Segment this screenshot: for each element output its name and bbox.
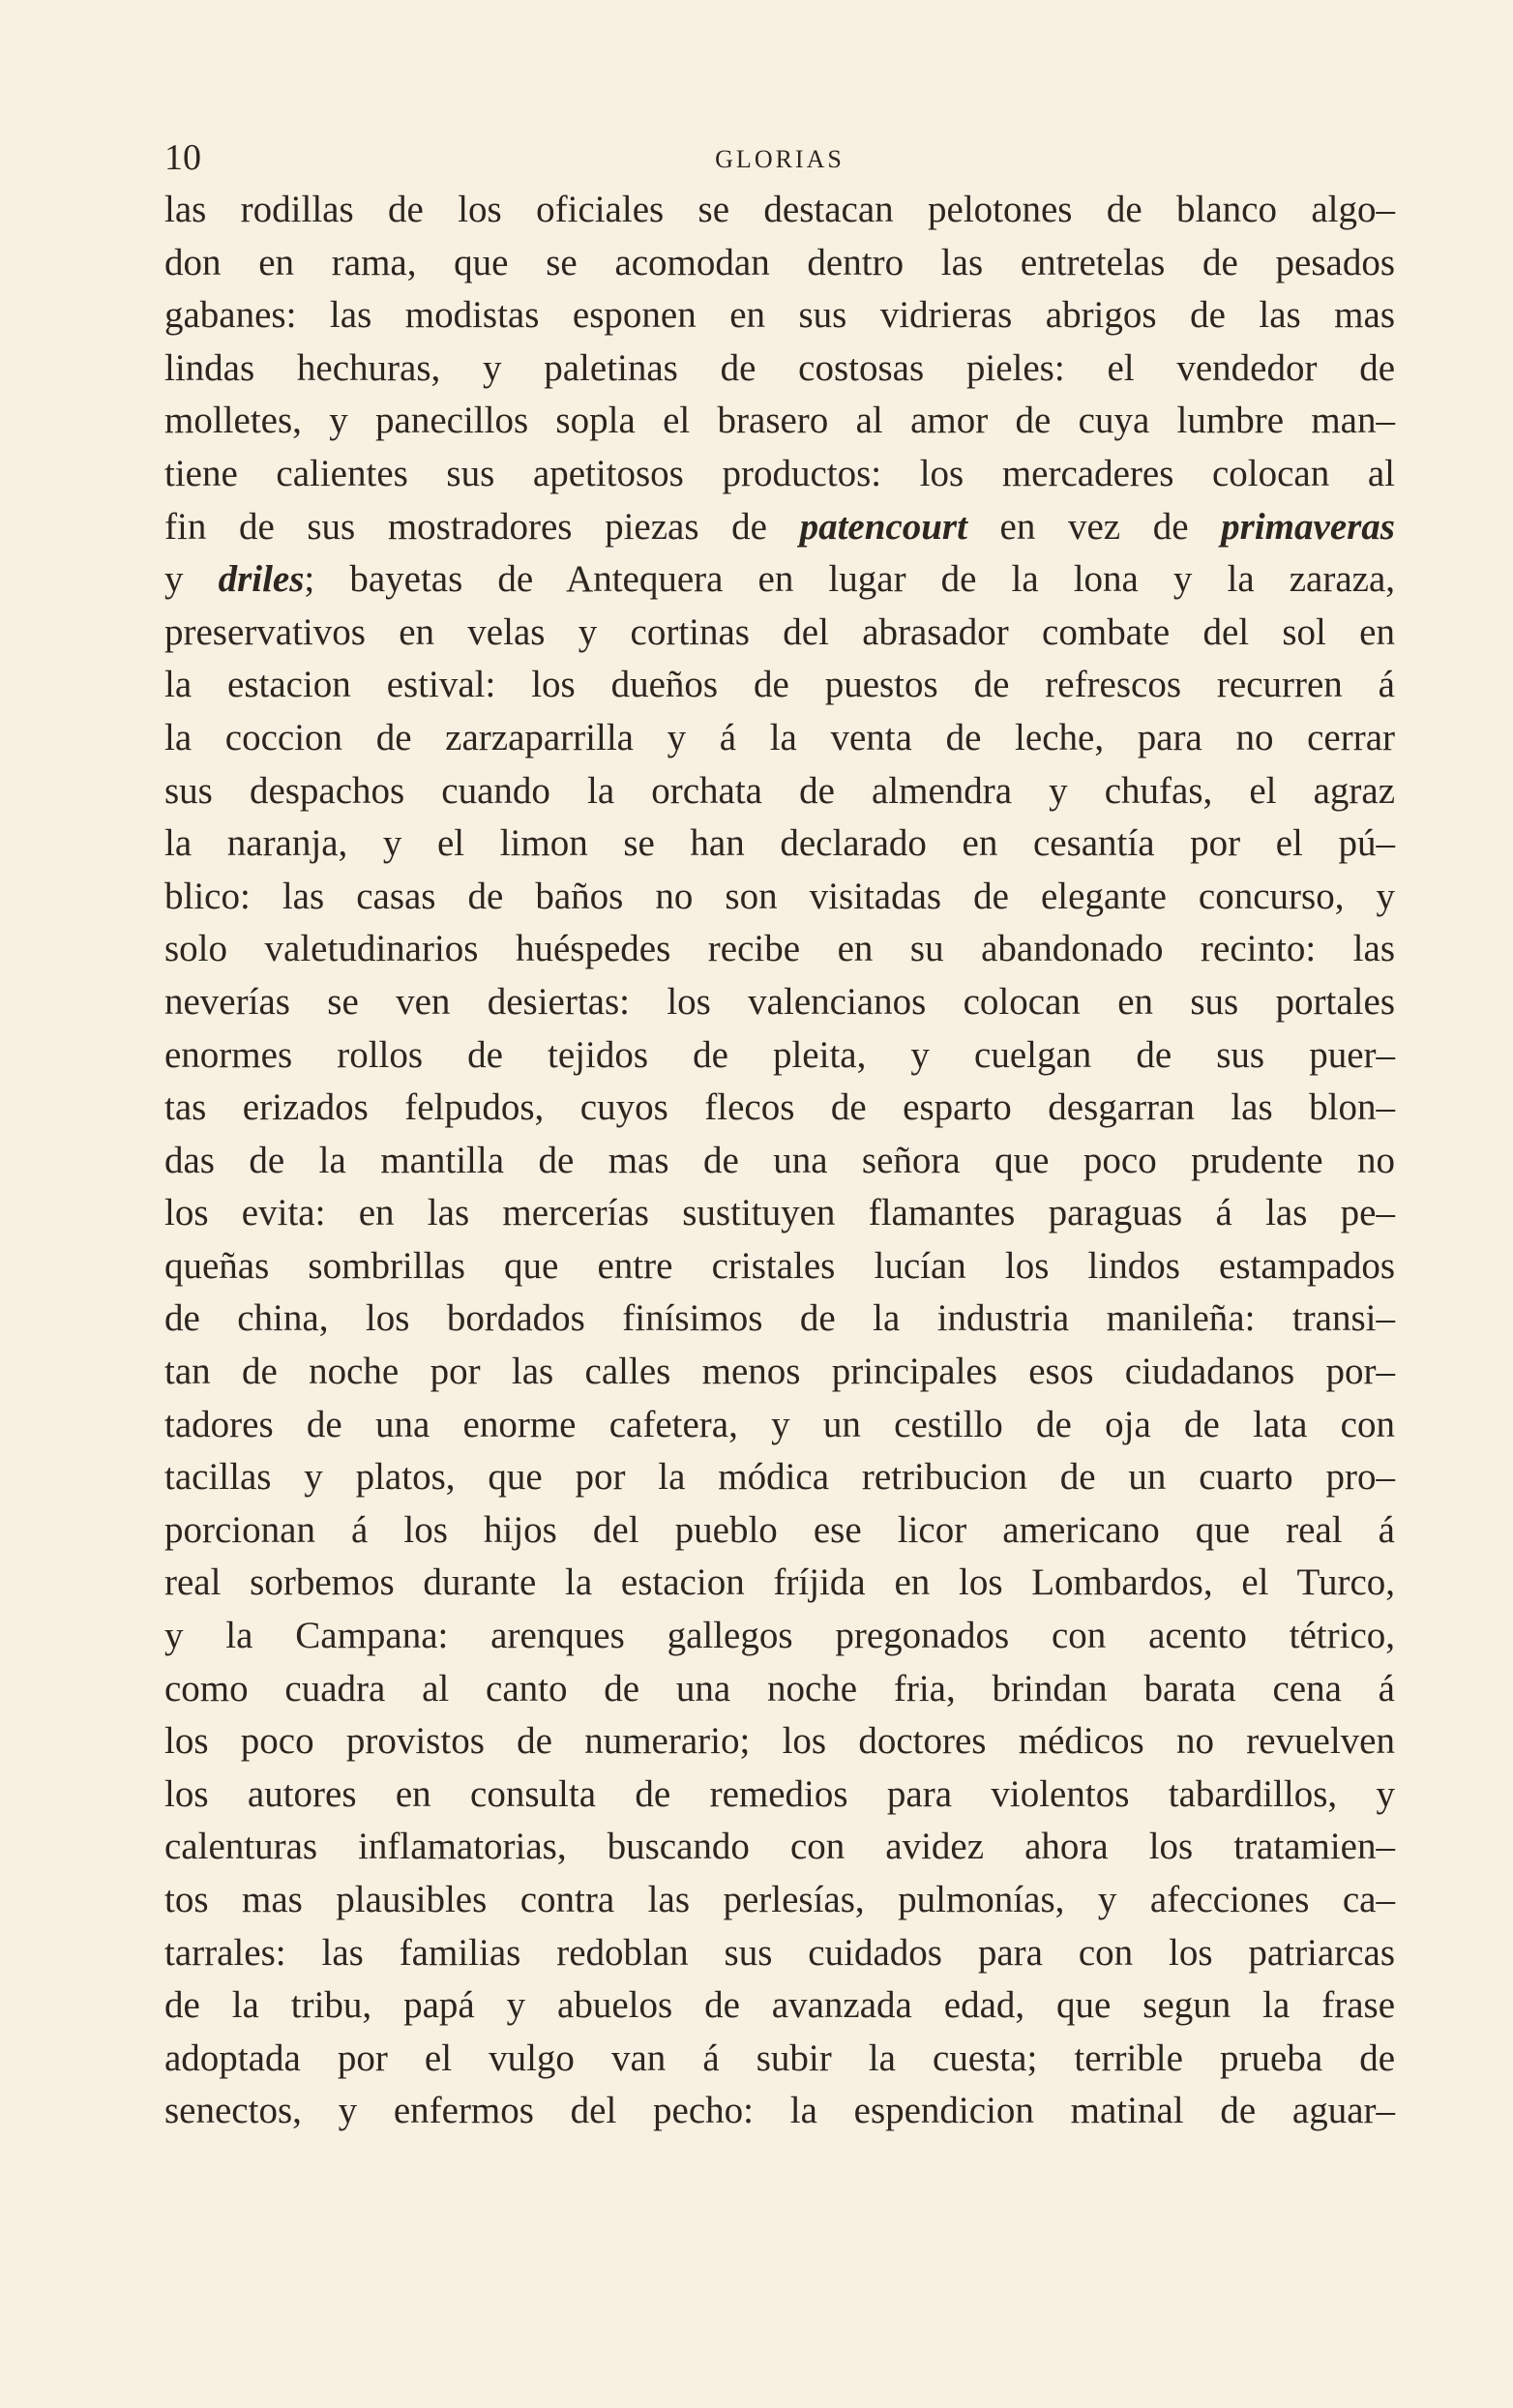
- text-line: los evita: en las mercerías sustituyen flamantes paraguas á las pe–: [164, 1192, 1395, 1234]
- text-line: lindas hechuras, y paletinas de costosas pieles: el vendedor de: [164, 346, 1395, 389]
- text-line: preservativos en velas y cortinas del abrasador combate del sol en: [164, 610, 1395, 653]
- text-line: tos mas plausibles contra las perlesías, pulmonías, y afecciones ca–: [164, 1879, 1395, 1920]
- text-line: queñas sombrillas que entre cristales lucían los lindos estampados: [164, 1244, 1395, 1287]
- text-line: das de la mantilla de mas de una señora que poco prudente no: [164, 1139, 1395, 1181]
- text-line: y driles; bayetas de Antequera en lugar de la lona y la zaraza,: [164, 558, 1395, 601]
- text-line: de china, los bordados finísimos de la industria manileña: transi–: [164, 1297, 1395, 1340]
- text-line: sus despachos cuando la orchata de almendra y chufas, el agraz: [164, 769, 1395, 812]
- text-line: solo valetudinarios huéspedes recibe en su abandonado recinto: las: [164, 928, 1395, 970]
- text-line: los poco provistos de numerario; los doctores médicos no revuelven: [164, 1720, 1395, 1763]
- text-line: los autores en consulta de remedios para violentos tabardillos, y: [164, 1772, 1395, 1815]
- text-line: gabanes: las modistas esponen en sus vidrieras abrigos de las mas: [164, 294, 1395, 337]
- text-line: fin de sus mostradores piezas de patencourt en vez de primaveras: [164, 505, 1395, 548]
- text-line: blico: las casas de baños no son visitadas de elegante concurso, y: [164, 875, 1395, 917]
- text-line: don en rama, que se acomodan dentro las entretelas de pesados: [164, 241, 1395, 283]
- text-line: la estacion estival: los dueños de puestos de refrescos recurren á: [164, 664, 1395, 706]
- text-line: tacillas y platos, que por la módica retribucion de un cuarto pro–: [164, 1456, 1395, 1499]
- text-line: la naranja, y el limon se han declarado en cesantía por el pú–: [164, 822, 1395, 865]
- text-line: calenturas inflamatorias, buscando con avidez ahora los tratamien–: [164, 1826, 1395, 1868]
- running-title: GLORIAS: [715, 145, 845, 173]
- text-line: enormes rollos de tejidos de pleita, y cuelgan de sus puer–: [164, 1033, 1395, 1076]
- body-text: [164, 184, 1395, 2138]
- text-line: molletes, y panecillos sopla el brasero al amor de cuya lumbre man–: [164, 400, 1395, 442]
- text-line: adoptada por el vulgo van á subir la cuesta; terrible prueba de: [164, 2036, 1395, 2079]
- page-number: 10: [164, 137, 201, 178]
- text-line: neverías se ven desiertas: los valencianos colocan en sus portales: [164, 980, 1395, 1023]
- text-line: y la Campana: arenques gallegos pregonados con acento tétrico,: [164, 1615, 1395, 1657]
- text-line: senectos, y enfermos del pecho: la espendicion matinal de aguar–: [164, 2090, 1395, 2132]
- text-line: la coccion de zarzaparrilla y á la venta de leche, para no cerrar: [164, 716, 1395, 758]
- text-line: tiene calientes sus apetitosos productos: los mercaderes colocan al: [164, 452, 1395, 494]
- text-line: tas erizados felpudos, cuyos flecos de esparto desgarran las blon–: [164, 1086, 1395, 1129]
- page-header: [164, 134, 1395, 184]
- text-line: como cuadra al canto de una noche fria, brindan barata cena á: [164, 1667, 1395, 1709]
- text-line: de la tribu, papá y abuelos de avanzada edad, que segun la frase: [164, 1984, 1395, 2027]
- text-line: porcionan á los hijos del pueblo ese licor americano que real á: [164, 1508, 1395, 1551]
- text-line: real sorbemos durante la estacion fríjida en los Lombardos, el Turco,: [164, 1561, 1395, 1604]
- text-line: las rodillas de los oficiales se destacan pelotones de blanco algo–: [164, 189, 1395, 230]
- text-line: tarrales: las familias redoblan sus cuidados para con los patriarcas: [164, 1931, 1395, 1974]
- text-line: tan de noche por las calles menos principales esos ciudadanos por–: [164, 1351, 1395, 1393]
- text-line: tadores de una enorme cafetera, y un cestillo de oja de lata con: [164, 1403, 1395, 1445]
